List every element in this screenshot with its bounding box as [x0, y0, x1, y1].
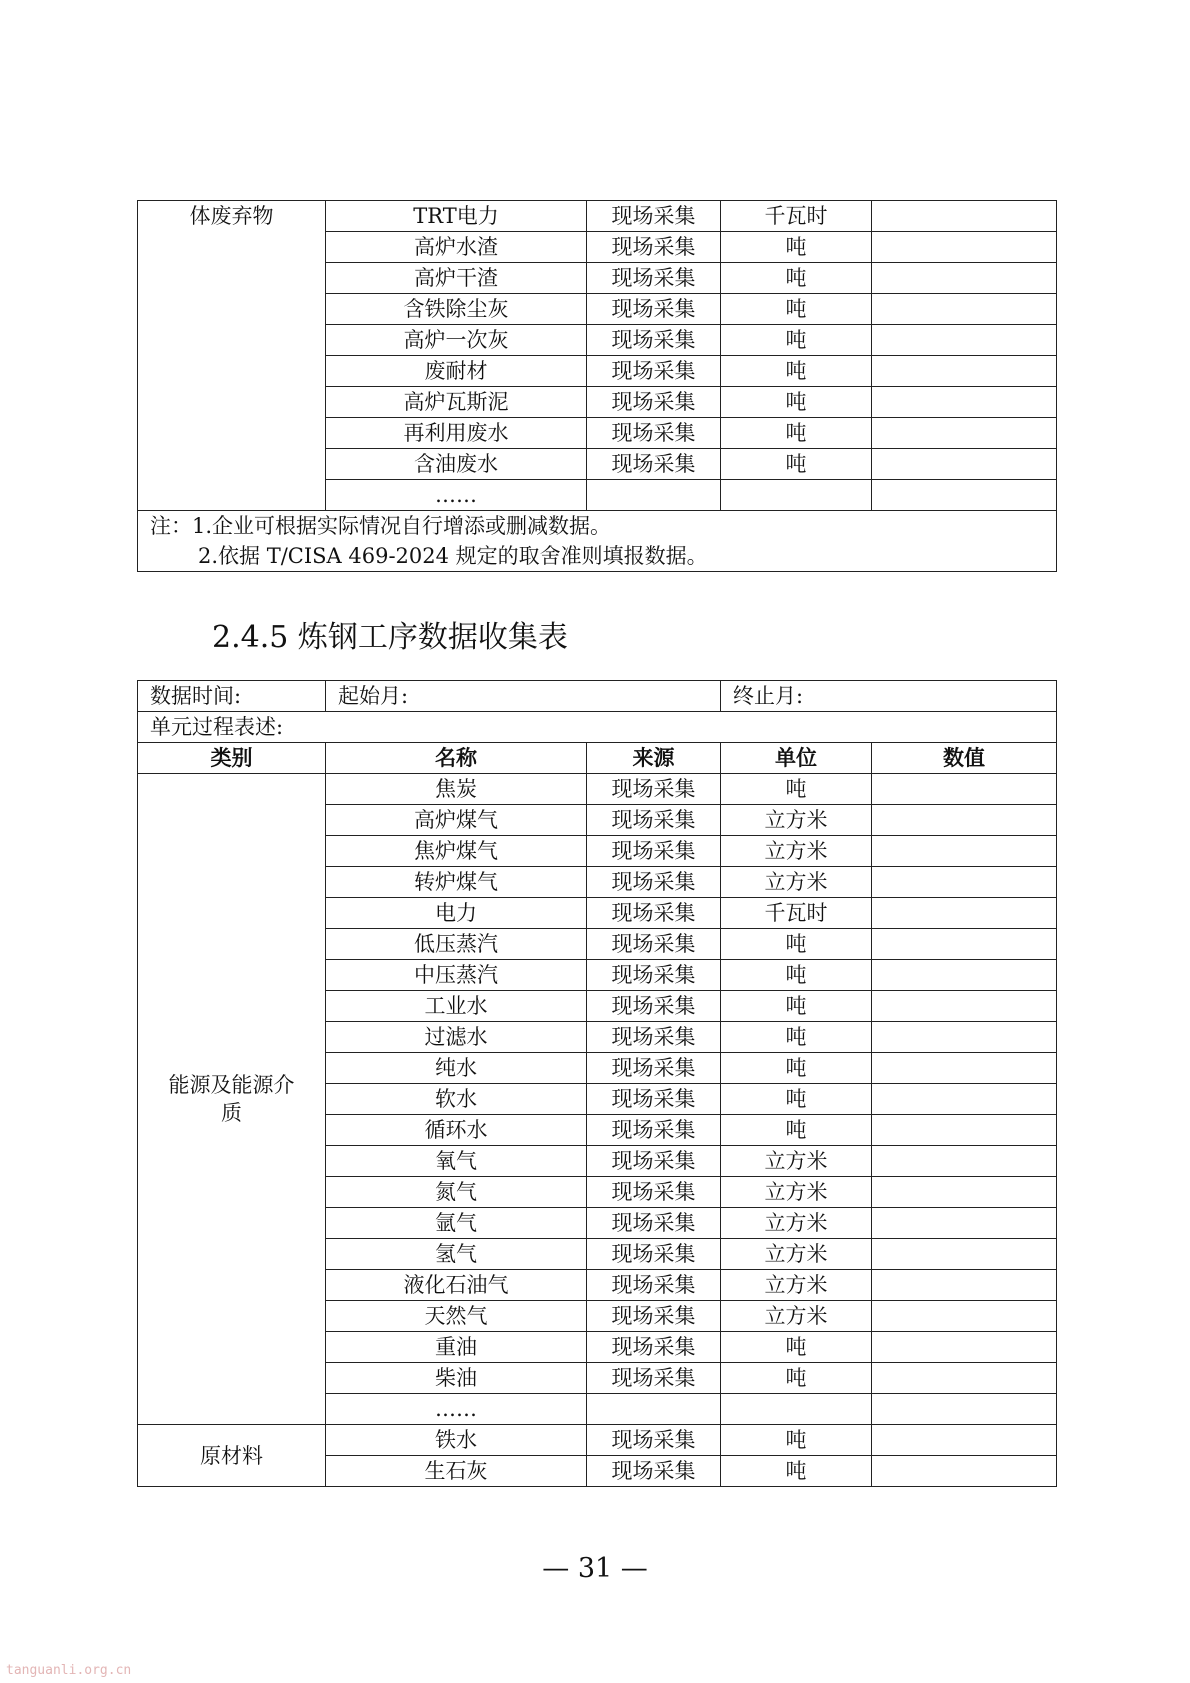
end-month-label: 终止月: [721, 681, 1057, 712]
unit-cell: 吨 [721, 960, 872, 991]
name-cell: 高炉煤气 [326, 805, 587, 836]
value-cell[interactable] [872, 449, 1057, 480]
name-cell: 含油废水 [326, 449, 587, 480]
name-cell: 高炉水渣 [326, 232, 587, 263]
unit-cell: 立方米 [721, 836, 872, 867]
unit-cell: 吨 [721, 1022, 872, 1053]
header-value: 数值 [872, 743, 1057, 774]
source-cell: 现场采集 [587, 1146, 721, 1177]
note-line-2: 2.依据 T/CISA 469-2024 规定的取舍准则填报数据。 [198, 544, 708, 568]
unit-cell: 吨 [721, 294, 872, 325]
value-cell[interactable] [872, 1363, 1057, 1394]
name-cell: 氮气 [326, 1177, 587, 1208]
name-cell: 过滤水 [326, 1022, 587, 1053]
name-cell: 氩气 [326, 1208, 587, 1239]
source-cell: 现场采集 [587, 991, 721, 1022]
value-cell[interactable] [872, 418, 1057, 449]
value-cell[interactable] [872, 232, 1057, 263]
unit-cell: 吨 [721, 1425, 872, 1456]
name-cell: 高炉一次灰 [326, 325, 587, 356]
unit-cell: 吨 [721, 1084, 872, 1115]
start-month-label: 起始月: [326, 681, 721, 712]
name-cell: 氧气 [326, 1146, 587, 1177]
header-source: 来源 [587, 743, 721, 774]
value-cell[interactable] [872, 356, 1057, 387]
unit-cell: 吨 [721, 1332, 872, 1363]
source-cell: 现场采集 [587, 356, 721, 387]
value-cell[interactable] [872, 1239, 1057, 1270]
value-cell[interactable] [872, 1084, 1057, 1115]
name-cell: 含铁除尘灰 [326, 294, 587, 325]
unit-cell: 吨 [721, 232, 872, 263]
unit-cell: 立方米 [721, 1239, 872, 1270]
name-cell: 再利用废水 [326, 418, 587, 449]
source-cell: 现场采集 [587, 1177, 721, 1208]
unit-cell: 千瓦时 [721, 201, 872, 232]
unit-cell: 千瓦时 [721, 898, 872, 929]
value-cell[interactable] [872, 898, 1057, 929]
note-row [138, 511, 1057, 572]
source-cell [587, 1394, 721, 1425]
source-cell: 现场采集 [587, 294, 721, 325]
value-cell[interactable] [872, 1425, 1057, 1456]
source-cell: 现场采集 [587, 1363, 721, 1394]
value-cell[interactable] [872, 991, 1057, 1022]
unit-cell: 吨 [721, 929, 872, 960]
value-cell[interactable] [872, 1177, 1057, 1208]
watermark: tanguanli.org.cn [6, 1663, 132, 1678]
source-cell: 现场采集 [587, 929, 721, 960]
unit-cell: 吨 [721, 1053, 872, 1084]
value-cell[interactable] [872, 294, 1057, 325]
name-cell: 焦炉煤气 [326, 836, 587, 867]
source-cell: 现场采集 [587, 1332, 721, 1363]
name-cell: 中压蒸汽 [326, 960, 587, 991]
name-cell: 液化石油气 [326, 1270, 587, 1301]
source-cell: 现场采集 [587, 836, 721, 867]
unit-cell: 吨 [721, 774, 872, 805]
unit-cell: 立方米 [721, 867, 872, 898]
value-cell[interactable] [872, 960, 1057, 991]
source-cell: 现场采集 [587, 418, 721, 449]
energy-category-line1: 能源及能源介 [168, 1073, 295, 1097]
data-time-row [138, 681, 1057, 712]
source-cell: 现场采集 [587, 1208, 721, 1239]
value-cell[interactable] [872, 929, 1057, 960]
name-cell: 高炉干渣 [326, 263, 587, 294]
unit-cell [721, 480, 872, 511]
unit-cell: 立方米 [721, 1146, 872, 1177]
value-cell[interactable] [872, 1394, 1057, 1425]
raw-material-category-cell: 原材料 [138, 1425, 326, 1487]
source-cell: 现场采集 [587, 201, 721, 232]
name-cell: 重油 [326, 1332, 587, 1363]
header-name: 名称 [326, 743, 587, 774]
table-row [138, 1425, 1057, 1456]
source-cell: 现场采集 [587, 1239, 721, 1270]
name-cell: 高炉瓦斯泥 [326, 387, 587, 418]
value-cell[interactable] [872, 480, 1057, 511]
energy-category-cell [138, 774, 326, 1425]
name-cell: 纯水 [326, 1053, 587, 1084]
value-cell[interactable] [872, 1115, 1057, 1146]
data-time-label: 数据时间: [138, 681, 326, 712]
unit-cell: 立方米 [721, 1177, 872, 1208]
value-cell[interactable] [872, 1022, 1057, 1053]
value-cell[interactable] [872, 1332, 1057, 1363]
name-cell: 转炉煤气 [326, 867, 587, 898]
category-cell: 体废弃物 [138, 201, 326, 511]
name-cell: …… [326, 1394, 587, 1425]
name-cell: 生石灰 [326, 1456, 587, 1487]
unit-cell: 吨 [721, 418, 872, 449]
name-cell: 电力 [326, 898, 587, 929]
name-cell: 柴油 [326, 1363, 587, 1394]
value-cell[interactable] [872, 1270, 1057, 1301]
value-cell[interactable] [872, 1456, 1057, 1487]
unit-cell: 吨 [721, 325, 872, 356]
source-cell: 现场采集 [587, 1301, 721, 1332]
source-cell: 现场采集 [587, 774, 721, 805]
source-cell: 现场采集 [587, 387, 721, 418]
name-cell: 低压蒸汽 [326, 929, 587, 960]
unit-process-row [138, 712, 1057, 743]
solid-waste-table [137, 200, 1057, 572]
unit-cell: 立方米 [721, 1301, 872, 1332]
value-cell[interactable] [872, 201, 1057, 232]
unit-cell: 吨 [721, 387, 872, 418]
value-cell[interactable] [872, 836, 1057, 867]
unit-cell [721, 1394, 872, 1425]
source-cell: 现场采集 [587, 960, 721, 991]
source-cell [587, 480, 721, 511]
header-category: 类别 [138, 743, 326, 774]
source-cell: 现场采集 [587, 449, 721, 480]
source-cell: 现场采集 [587, 1425, 721, 1456]
header-row [138, 743, 1057, 774]
name-cell: 废耐材 [326, 356, 587, 387]
unit-cell: 吨 [721, 1363, 872, 1394]
source-cell: 现场采集 [587, 263, 721, 294]
section-heading: 2.4.5 炼钢工序数据收集表 [212, 620, 568, 655]
table-row [138, 774, 1057, 805]
name-cell: 氢气 [326, 1239, 587, 1270]
value-cell[interactable] [872, 325, 1057, 356]
name-cell: 工业水 [326, 991, 587, 1022]
value-cell[interactable] [872, 1301, 1057, 1332]
name-cell: 循环水 [326, 1115, 587, 1146]
source-cell: 现场采集 [587, 805, 721, 836]
source-cell: 现场采集 [587, 1270, 721, 1301]
unit-cell: 立方米 [721, 1270, 872, 1301]
unit-cell: 吨 [721, 1115, 872, 1146]
value-cell[interactable] [872, 1146, 1057, 1177]
unit-cell: 立方米 [721, 1208, 872, 1239]
name-cell: 天然气 [326, 1301, 587, 1332]
value-cell[interactable] [872, 774, 1057, 805]
unit-cell: 吨 [721, 449, 872, 480]
name-cell: 焦炭 [326, 774, 587, 805]
unit-cell: 吨 [721, 356, 872, 387]
unit-cell: 吨 [721, 991, 872, 1022]
value-cell[interactable] [872, 805, 1057, 836]
steelmaking-data-table [137, 680, 1057, 1487]
value-cell[interactable] [872, 1208, 1057, 1239]
header-unit: 单位 [721, 743, 872, 774]
energy-category-line2: 质 [221, 1101, 242, 1125]
source-cell: 现场采集 [587, 232, 721, 263]
name-cell: …… [326, 480, 587, 511]
source-cell: 现场采集 [587, 1022, 721, 1053]
source-cell: 现场采集 [587, 1115, 721, 1146]
source-cell: 现场采集 [587, 1456, 721, 1487]
source-cell: 现场采集 [587, 1084, 721, 1115]
source-cell: 现场采集 [587, 325, 721, 356]
page-number: — 31 — [542, 1553, 648, 1584]
table-row [138, 201, 1057, 232]
note-cell [138, 511, 1057, 572]
source-cell: 现场采集 [587, 898, 721, 929]
name-cell: TRT电力 [326, 201, 587, 232]
unit-cell: 立方米 [721, 805, 872, 836]
value-cell[interactable] [872, 867, 1057, 898]
unit-cell: 吨 [721, 1456, 872, 1487]
note-line-1: 注：1.企业可根据实际情况自行增添或删减数据。 [150, 514, 612, 538]
source-cell: 现场采集 [587, 867, 721, 898]
value-cell[interactable] [872, 1053, 1057, 1084]
source-cell: 现场采集 [587, 1053, 721, 1084]
name-cell: 铁水 [326, 1425, 587, 1456]
value-cell[interactable] [872, 387, 1057, 418]
unit-process-label: 单元过程表述: [138, 712, 1057, 743]
unit-cell: 吨 [721, 263, 872, 294]
value-cell[interactable] [872, 263, 1057, 294]
name-cell: 软水 [326, 1084, 587, 1115]
